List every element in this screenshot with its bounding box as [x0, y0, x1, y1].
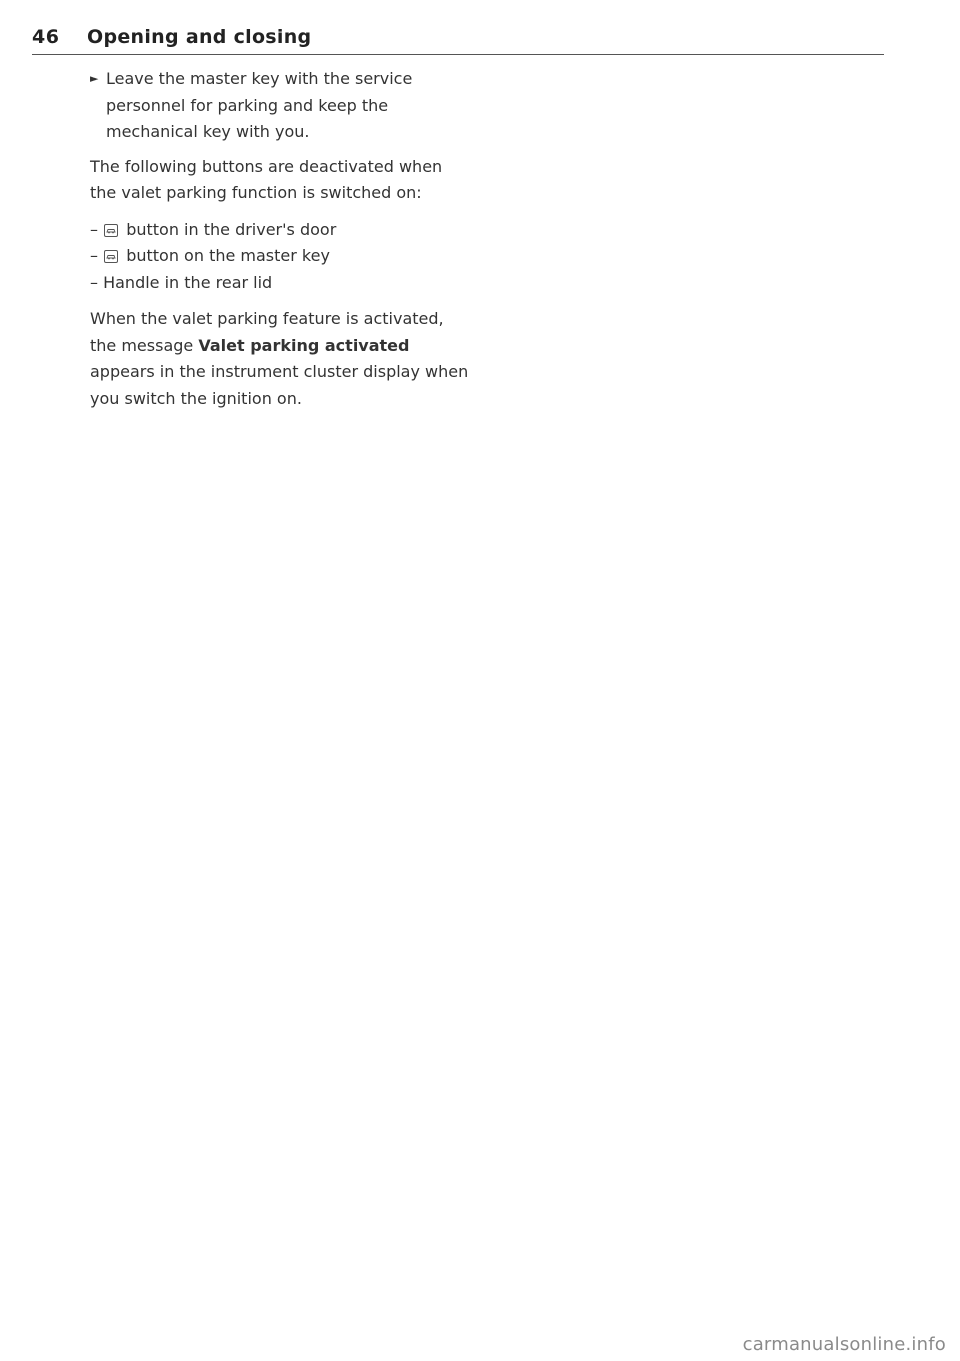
valet-button-icon [104, 224, 118, 237]
step-text: Leave the master key with the service personnel for parking and keep the mechanical key with you. [106, 69, 413, 141]
deactivated-buttons-list [90, 217, 470, 297]
list-item [90, 217, 470, 244]
section-title: Opening and closing [87, 26, 312, 48]
instruction-step [90, 66, 470, 146]
list-item-text: button in the driver's door [126, 219, 337, 239]
list-item [90, 270, 470, 297]
list-item-text: Handle in the rear lid [103, 272, 273, 292]
list-item-text: button on the master key [126, 246, 330, 265]
list-dash: – [90, 219, 98, 239]
list-item [90, 243, 470, 270]
valet-button-icon [104, 250, 118, 263]
list-dash: – [90, 272, 98, 292]
message-text-after: appears in the instrument cluster display when you switch the ignition on. [90, 362, 469, 408]
page-number: 46 [32, 26, 60, 48]
message-text-before: When the valet parking feature is activated, the message [90, 309, 444, 355]
step-arrow-icon: ► [90, 72, 99, 85]
list-dash: – [90, 246, 98, 265]
site-watermark: carmanualsonline.info [742, 1334, 946, 1355]
page-content [90, 66, 470, 422]
message-paragraph [90, 306, 470, 412]
intro-paragraph: The following buttons are deactivated when the valet parking function is switched on: [90, 156, 443, 202]
page-header [32, 24, 884, 55]
message-bold-text: Valet parking activated [198, 335, 410, 355]
